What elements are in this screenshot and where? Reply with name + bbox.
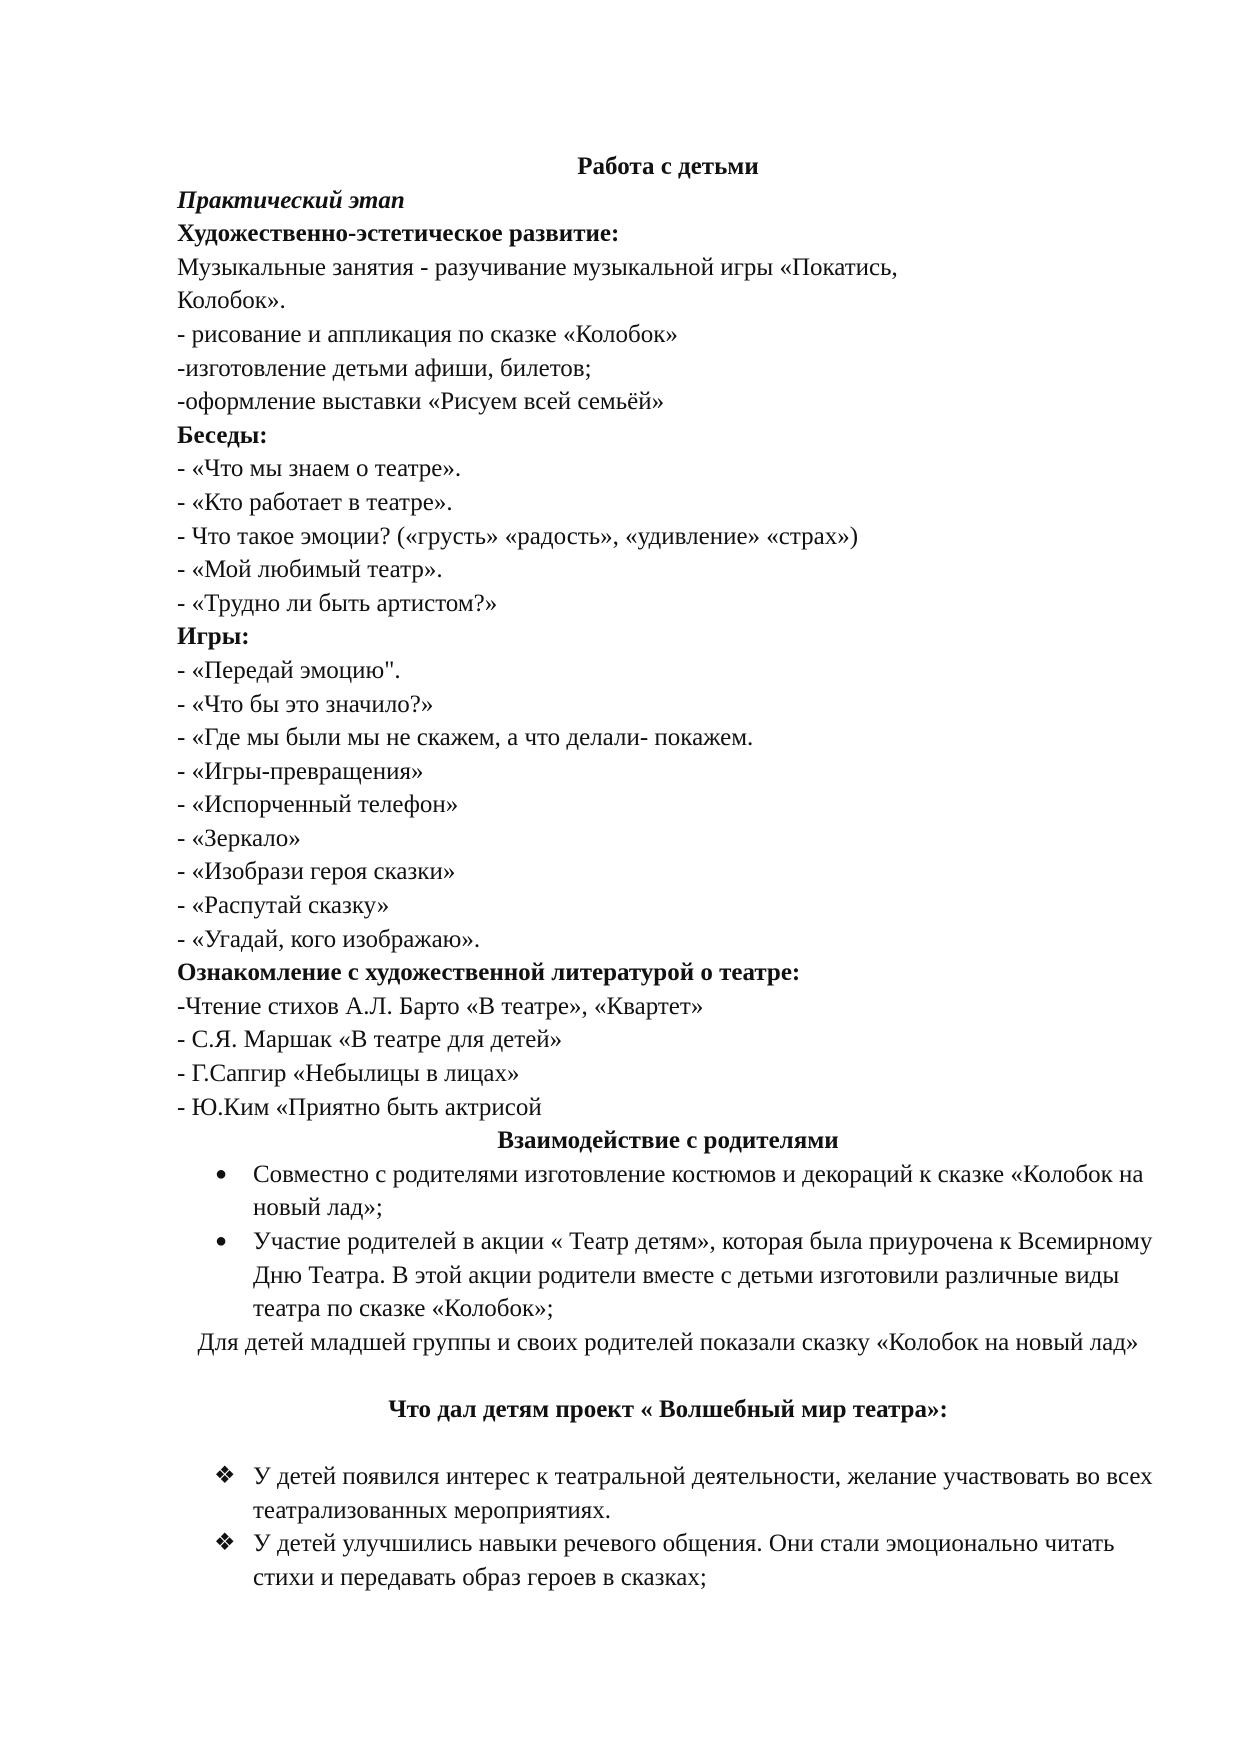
results-bullet-text: У детей улучшились навыки речевого общения. Они стали эмоционально читать стихи и передавать образ героев в сказках; bbox=[253, 1530, 1115, 1591]
talk-item: - «Что мы знаем о театре». bbox=[177, 455, 462, 483]
games-heading: Игры: bbox=[177, 623, 250, 651]
music-line-2: Колобок». bbox=[177, 287, 286, 315]
game-item: - «Передай эмоцию". bbox=[177, 656, 401, 684]
art-item: -изготовление детьми афиши, билетов; bbox=[177, 354, 592, 382]
literature-item: - Г.Сапгир «Небылицы в лицах» bbox=[177, 1060, 520, 1088]
literature-item: -Чтение стихов А.Л. Барто «В театре», «Квартет» bbox=[177, 992, 704, 1020]
document-page bbox=[177, 150, 1159, 1595]
document-title: Работа с детьми bbox=[577, 153, 759, 180]
parents-bullet-text: Участие родителей в акции « Театр детям», которая была приурочена к Всемирному Дню Театра. В этой акции родители вместе с детьми изготовили различные виды театра по сказке «Колобок»; bbox=[253, 1228, 1153, 1323]
results-bullet-text: У детей появился интерес к театральной деятельности, желание участвовать во всех театрализованных мероприятиях. bbox=[253, 1463, 1153, 1524]
parents-summary: Для детей младшей группы и своих родителей показали сказку «Колобок на новый лад» bbox=[197, 1328, 1139, 1356]
art-section-heading: Художественно-эстетическое развитие: bbox=[177, 220, 620, 248]
game-item: - «Испорченный телефон» bbox=[177, 791, 459, 819]
parents-bullet-item bbox=[177, 1225, 1159, 1326]
game-item: - «Что бы это значило?» bbox=[177, 690, 434, 718]
art-item: - рисование и аппликация по сказке «Колобок» bbox=[177, 320, 678, 348]
parents-heading: Взаимодействие с родителями bbox=[497, 1127, 839, 1155]
game-item: - «Игры-превращения» bbox=[177, 757, 424, 785]
literature-item: - С.Я. Маршак «В театре для детей» bbox=[177, 1026, 563, 1054]
art-item: -оформление выставки «Рисуем всей семьёй» bbox=[177, 388, 665, 416]
game-item: - «Изобрази героя сказки» bbox=[177, 858, 456, 886]
literature-heading: Ознакомление с художественной литературой о театре: bbox=[177, 959, 801, 987]
game-item: - «Угадай, кого изображаю». bbox=[177, 925, 481, 953]
results-heading: Что дал детям проект « Волшебный мир театра»: bbox=[388, 1395, 948, 1423]
talk-item: - «Мой любимый театр». bbox=[177, 556, 443, 584]
music-line-1: Музыкальные занятия - разучивание музыкальной игры «Покатись, bbox=[177, 253, 898, 281]
talk-item: - Что такое эмоции? («грусть» «радость», «удивление» «страх») bbox=[177, 522, 859, 550]
parents-bullet-item bbox=[177, 1158, 1159, 1225]
diamond-bullet-icon: ❖ bbox=[214, 1530, 236, 1557]
talks-heading: Беседы: bbox=[177, 421, 268, 449]
bullet-dot-icon: ● bbox=[215, 1230, 228, 1252]
literature-item: - Ю.Ким «Приятно быть актрисой bbox=[177, 1093, 542, 1121]
parents-bullet-text: Совместно с родителями изготовление костюмов и декораций к сказке «Колобок на новый лад»; bbox=[253, 1160, 1144, 1222]
results-bullet-item bbox=[177, 1460, 1159, 1527]
stage-heading: Практический этап bbox=[177, 186, 405, 214]
game-item: - «Распутай сказку» bbox=[177, 892, 390, 920]
game-item: - «Зеркало» bbox=[177, 824, 301, 852]
bullet-dot-icon: ● bbox=[215, 1162, 228, 1185]
game-item: - «Где мы были мы не скажем, а что делали- покажем. bbox=[177, 724, 754, 752]
talk-item: - «Трудно ли быть артистом?» bbox=[177, 589, 498, 617]
results-bullet-item bbox=[177, 1527, 1159, 1594]
talk-item: - «Кто работает в театре». bbox=[177, 488, 453, 516]
diamond-bullet-icon: ❖ bbox=[214, 1463, 236, 1490]
